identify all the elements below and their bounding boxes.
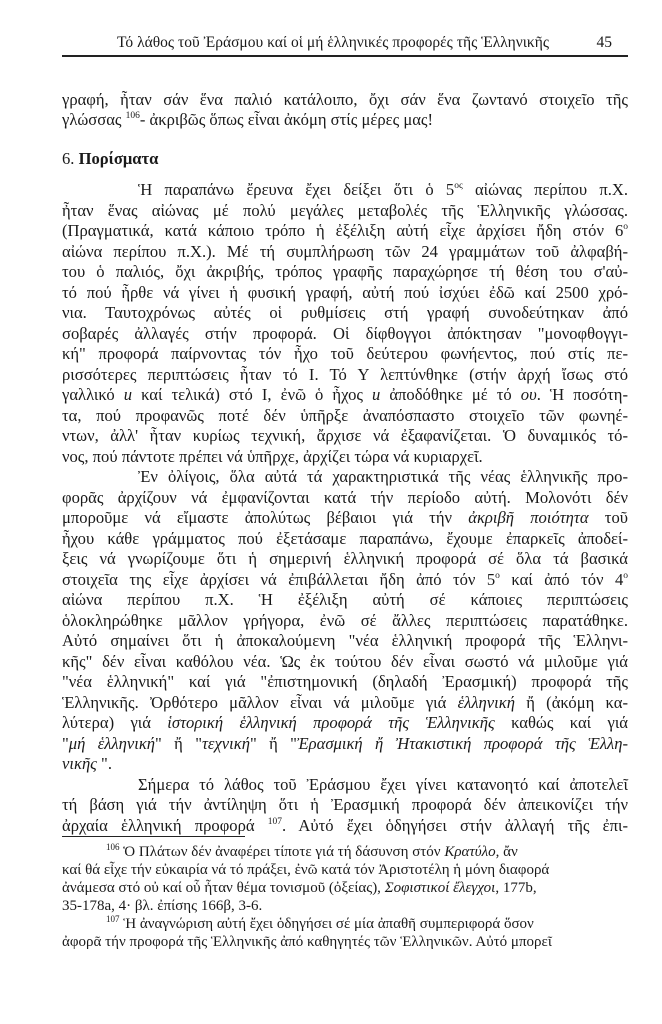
footnote-reference: 106 bbox=[106, 842, 120, 852]
section-heading bbox=[62, 149, 158, 169]
text-line bbox=[62, 385, 628, 406]
footnote-reference: ο bbox=[623, 570, 628, 581]
footnotes bbox=[62, 843, 628, 951]
text-segment: ". bbox=[96, 754, 112, 773]
text-segment: αἰώνας περίπου π.Χ. bbox=[462, 180, 628, 199]
text-line bbox=[62, 590, 628, 611]
text-segment: ἀνάμεσα στό οὐ καί οὗ ἦταν θέμα τονισμοῦ (ὀξείας), bbox=[62, 880, 385, 896]
text-segment: Σήμερα τό λάθος τοῦ Ἐράσμου ἔχει γίνει κατανοητό καί ἀποτελεῖ bbox=[138, 774, 628, 794]
footnote-reference: 106 bbox=[125, 111, 140, 121]
text-line bbox=[62, 324, 628, 345]
italic-text: ἀκριβῆ ποιότητα bbox=[468, 508, 589, 527]
text-line bbox=[62, 570, 628, 591]
text-line bbox=[62, 652, 628, 673]
text-segment: καί θά εἶχε τήν εὐκαιρία νά τό πράξει, ἐνῶ κατά τόν Ἀριστοτέλη ἡ μόνη διαφορά bbox=[62, 862, 550, 878]
text-line bbox=[62, 344, 628, 365]
italic-text: Ἐρασμική ἤ Ἠτακιστική προφορά τῆς Ἑλλη- bbox=[296, 733, 628, 753]
text-segment: , 177b, bbox=[495, 880, 537, 896]
italic-text: ἱστορική ἑλληνική προφορά τῆς Ἑλληνικῆς bbox=[167, 713, 495, 732]
italic-text: Κρατύλο bbox=[444, 844, 496, 860]
text-segment: (Πραγματικά, κατά κάποιο τρόπο ἡ ἐξέλιξη αὐτή εἶχε ἀρχίσει ἤδη στόν 6 bbox=[62, 221, 624, 240]
text-segment: λύτερα) γιά bbox=[62, 713, 168, 732]
text-segment: ντων, ἀλλ' ἦταν κυρίως τεχνική, ἄρχισε νά ἐξαφανίζεται. Ὁ δυναμικός τό- bbox=[62, 426, 628, 445]
text-segment: Ἑλληνικῆς. Ὀρθότερο μᾶλλον εἶναι νά μιλοῦμε γιά bbox=[62, 692, 458, 712]
text-line bbox=[62, 221, 628, 242]
text-line bbox=[62, 816, 628, 837]
text-segment: καθώς καί γιά bbox=[494, 713, 628, 732]
text-segment: ἀποδόθηκε μέ τό bbox=[380, 385, 521, 404]
text-segment: " ἤ " bbox=[249, 733, 297, 753]
text-segment: " bbox=[62, 733, 69, 753]
text-segment: ἦχου κάθε γράμματος πού ἐξετάσαμε παραπάνω, ἔχουμε ἐπαρκεῖς ἀποδεί- bbox=[62, 528, 628, 548]
footnote-reference: 107 bbox=[106, 914, 120, 924]
text-line bbox=[62, 897, 628, 915]
text-segment: Ἡ παραπάνω ἔρευνα ἔχει δείξει ὅτι ὁ 5 bbox=[138, 180, 455, 199]
header-rule bbox=[62, 55, 628, 57]
text-line bbox=[62, 201, 628, 222]
text-line bbox=[62, 488, 628, 509]
text-line bbox=[62, 447, 628, 468]
text-line bbox=[62, 933, 628, 951]
text-line bbox=[62, 879, 628, 897]
text-segment: ὁλοκληρώθηκε μᾶλλον γρήγορα, ἐνῶ σέ ἄλλες περιπτώσεις παρατάθηκε. bbox=[62, 610, 628, 630]
text-segment: ἀφορᾶ τήν προφορά τῆς Ἑλληνικῆς ἀπό καθηγητές τῶν Ἑλληνικῶν. Αὐτό μπορεῖ bbox=[62, 934, 552, 950]
text-segment: 35-178a, 4· βλ. ἐπίσης 166β, 3-6. bbox=[62, 898, 263, 914]
italic-text: ου bbox=[520, 385, 537, 404]
text-line bbox=[62, 611, 628, 632]
text-line bbox=[62, 713, 628, 734]
text-segment: Ἡ ἀναγνώριση αὐτή ἔχει ὁδηγήσει σέ μία ἀπαθῆ συμπεριφορά ὅσον bbox=[119, 916, 534, 932]
text-line bbox=[62, 110, 628, 130]
text-line bbox=[62, 467, 628, 488]
text-line bbox=[62, 775, 628, 796]
text-segment: νος, πού πάντοτε πρέπει νά ὑπῆρχε, ἀρχίζει τώρα νά κυριαρχεῖ. bbox=[62, 446, 483, 466]
text-line bbox=[62, 734, 628, 755]
footnote-reference: ος bbox=[454, 181, 463, 191]
section-title: Πορίσματα bbox=[78, 149, 159, 168]
text-segment: του ὁ παλιός, ὄχι ἀκριβής, τρόπος γραφῆς παραχώρησε τή θέση του σ'αὐ- bbox=[62, 262, 628, 281]
text-line bbox=[62, 529, 628, 550]
italic-text: ἑλληνική bbox=[457, 692, 515, 712]
body-paragraphs bbox=[62, 180, 628, 836]
text-line bbox=[62, 861, 628, 879]
text-segment: "νέα ἑλληνική" καί γιά "ἐπιστημονική (δηλαδή Ἐρασμική) προφορά τῆς bbox=[62, 672, 628, 691]
text-segment: νια. Ταυτοχρόνως αὐτές οἱ ρυθμίσεις στή γραφή συνοδεύτηκαν ἀπό bbox=[62, 303, 628, 322]
text-line bbox=[62, 406, 628, 427]
text-segment: τοῦ bbox=[588, 508, 628, 527]
text-line bbox=[62, 843, 628, 861]
running-header-title: Τό λάθος τοῦ Ἐράσμου καί οἱ μή ἑλληνικές προφορές τῆς Ἑλληνικῆς bbox=[117, 34, 549, 51]
italic-text: u bbox=[372, 385, 381, 404]
footnote-reference: ο bbox=[495, 570, 500, 581]
text-segment: . Ἡ ποσότη- bbox=[536, 385, 628, 404]
paragraph-2 bbox=[62, 467, 628, 775]
text-line bbox=[62, 672, 628, 693]
italic-text: u bbox=[123, 385, 133, 404]
footnote-rule bbox=[62, 836, 245, 837]
text-line bbox=[62, 426, 628, 447]
text-segment: αἰώνα περίπου π.Χ. Ἡ ἐξέλιξη αὐτή σέ κάποιες περιπτώσεις bbox=[62, 590, 628, 609]
text-line bbox=[62, 549, 628, 570]
text-segment: καί ἀπό τόν 4 bbox=[499, 569, 624, 589]
text-segment: γραφή, ἦταν σάν ἕνα παλιό κατάλοιπο, ὄχι σάν ἕνα ζωντανό στοιχεῖο τῆς bbox=[62, 90, 628, 109]
footnote-reference: ο bbox=[623, 222, 628, 232]
page-number: 45 bbox=[596, 34, 612, 51]
running-header bbox=[62, 34, 628, 54]
text-line bbox=[62, 90, 628, 110]
text-line bbox=[62, 508, 628, 529]
text-segment: στοιχεῖα της εἶχε ἀρχίσει νά ἐπιβάλλεται ἤδη ἀπό τόν 5 bbox=[62, 569, 496, 589]
text-segment: αἰώνα περίπου π.Χ.). Μέ τή συμπλήρωση τῶν 24 γραμμάτων τοῦ ἀλφαβή- bbox=[62, 241, 628, 261]
text-line bbox=[62, 180, 628, 201]
text-line bbox=[62, 242, 628, 263]
italic-text: νικῆς bbox=[62, 754, 97, 773]
text-line bbox=[62, 262, 628, 283]
text-line bbox=[62, 631, 628, 652]
text-segment: Αὐτό σημαίνει ὅτι ἡ ἀποκαλούμενη "νέα ἑλληνική προφορά τῆς Ἑλληνι- bbox=[62, 631, 628, 650]
text-segment: κή" προφορά παίρνοντας τόν ἦχο τοῦ δεύτερου φωνήεντος, πού στίς πε- bbox=[62, 344, 628, 363]
paragraph-1 bbox=[62, 180, 628, 467]
text-segment: ἀρχαία ἑλληνική προφορά bbox=[62, 815, 268, 835]
text-segment: ἦταν ἕνας αἰώνας μέ πολύ μεγάλες μεταβολές τῆς Ἑλληνικῆς γλώσσας. bbox=[62, 200, 628, 220]
text-segment: " ἤ " bbox=[155, 733, 202, 753]
text-segment: τό πού ἦρθε νά γίνει ἡ φυσική γραφή, αὐτή πού ἰσχύει ἐδῶ καί 2500 χρό- bbox=[62, 282, 628, 302]
footnote-reference: 107 bbox=[267, 816, 282, 827]
text-segment: γαλλικό bbox=[62, 385, 124, 404]
text-segment: φορᾶς ἀρχίζουν νά ἐμφανίζονται κατά τήν περίοδο αὐτή. Μολονότι δέν bbox=[62, 487, 628, 507]
text-line bbox=[62, 283, 628, 304]
paragraph-continuation bbox=[62, 90, 628, 130]
text-segment: ξεις νά γνωρίζουμε ὅτι ἡ σημερινή ἑλληνική προφορά σέ ὅλα τά βασικά bbox=[62, 549, 628, 568]
text-line bbox=[62, 915, 628, 933]
text-segment: , ἄν bbox=[495, 844, 518, 860]
text-segment: Ἐν ὀλίγοις, ὅλα αὐτά τά χαρακτηριστικά τῆς νέας ἑλληνικῆς προ- bbox=[138, 467, 628, 486]
text-segment: . Αὐτό ἔχει ὁδηγήσει στήν ἀλλαγή τῆς ἐπι- bbox=[281, 815, 628, 835]
section-number: 6. bbox=[62, 149, 79, 168]
text-line bbox=[62, 693, 628, 714]
text-line bbox=[62, 795, 628, 816]
text-segment: σοβαρές ἀλλαγές στήν προφορά. Οἱ δίφθογγοι ἀπόκτησαν "μονοφθογγι- bbox=[62, 323, 628, 343]
text-segment: γλώσσας bbox=[62, 110, 126, 129]
text-segment: ρισσότερες περιπτώσεις ἦταν τό Ι. Τό Υ λεπτύνθηκε (στήν ἀρχή ἴσως στό bbox=[62, 364, 628, 384]
text-segment: τα, πού προφανῶς ποτέ δέν ὑπῆρξε ἀναπόσπαστο στοιχεῖο τῶν φωνηέ- bbox=[62, 405, 628, 425]
text-line bbox=[62, 754, 628, 775]
text-line bbox=[62, 365, 628, 386]
text-segment: τή βάση γιά τήν ἀντίληψη ὅτι ἡ Ἐρασμική προφορά δέν ἀπεικονίζει τήν bbox=[62, 795, 628, 814]
italic-text: τεχνική bbox=[201, 733, 250, 753]
text-segment: μποροῦμε νά εἴμαστε ἀπολύτως βέβαιοι γιά τήν bbox=[62, 508, 469, 527]
text-segment: Ὁ Πλάτων δέν ἀναφέρει τίποτε γιά τή δάσυνση στόν bbox=[119, 844, 445, 860]
italic-text: μή ἑλληνική bbox=[68, 733, 156, 753]
text-segment: - ἀκριβῶς ὅπως εἶναι ἀκόμη στίς μέρες μας! bbox=[139, 110, 434, 129]
text-segment: κῆς" δέν εἶναι καθόλου νέα. Ὡς ἐκ τούτου δέν εἶναι σωστό νά μιλοῦμε γιά bbox=[62, 651, 628, 671]
italic-text: Σοφιστικοί ἔλεγχοι bbox=[384, 880, 496, 896]
text-segment: ἤ (ἀκόμη κα- bbox=[514, 692, 628, 712]
paragraph-3 bbox=[62, 775, 628, 837]
text-line bbox=[62, 303, 628, 324]
text-segment: καί τελικά) στό Ι, ἐνῶ ὁ ἦχος bbox=[132, 385, 373, 404]
